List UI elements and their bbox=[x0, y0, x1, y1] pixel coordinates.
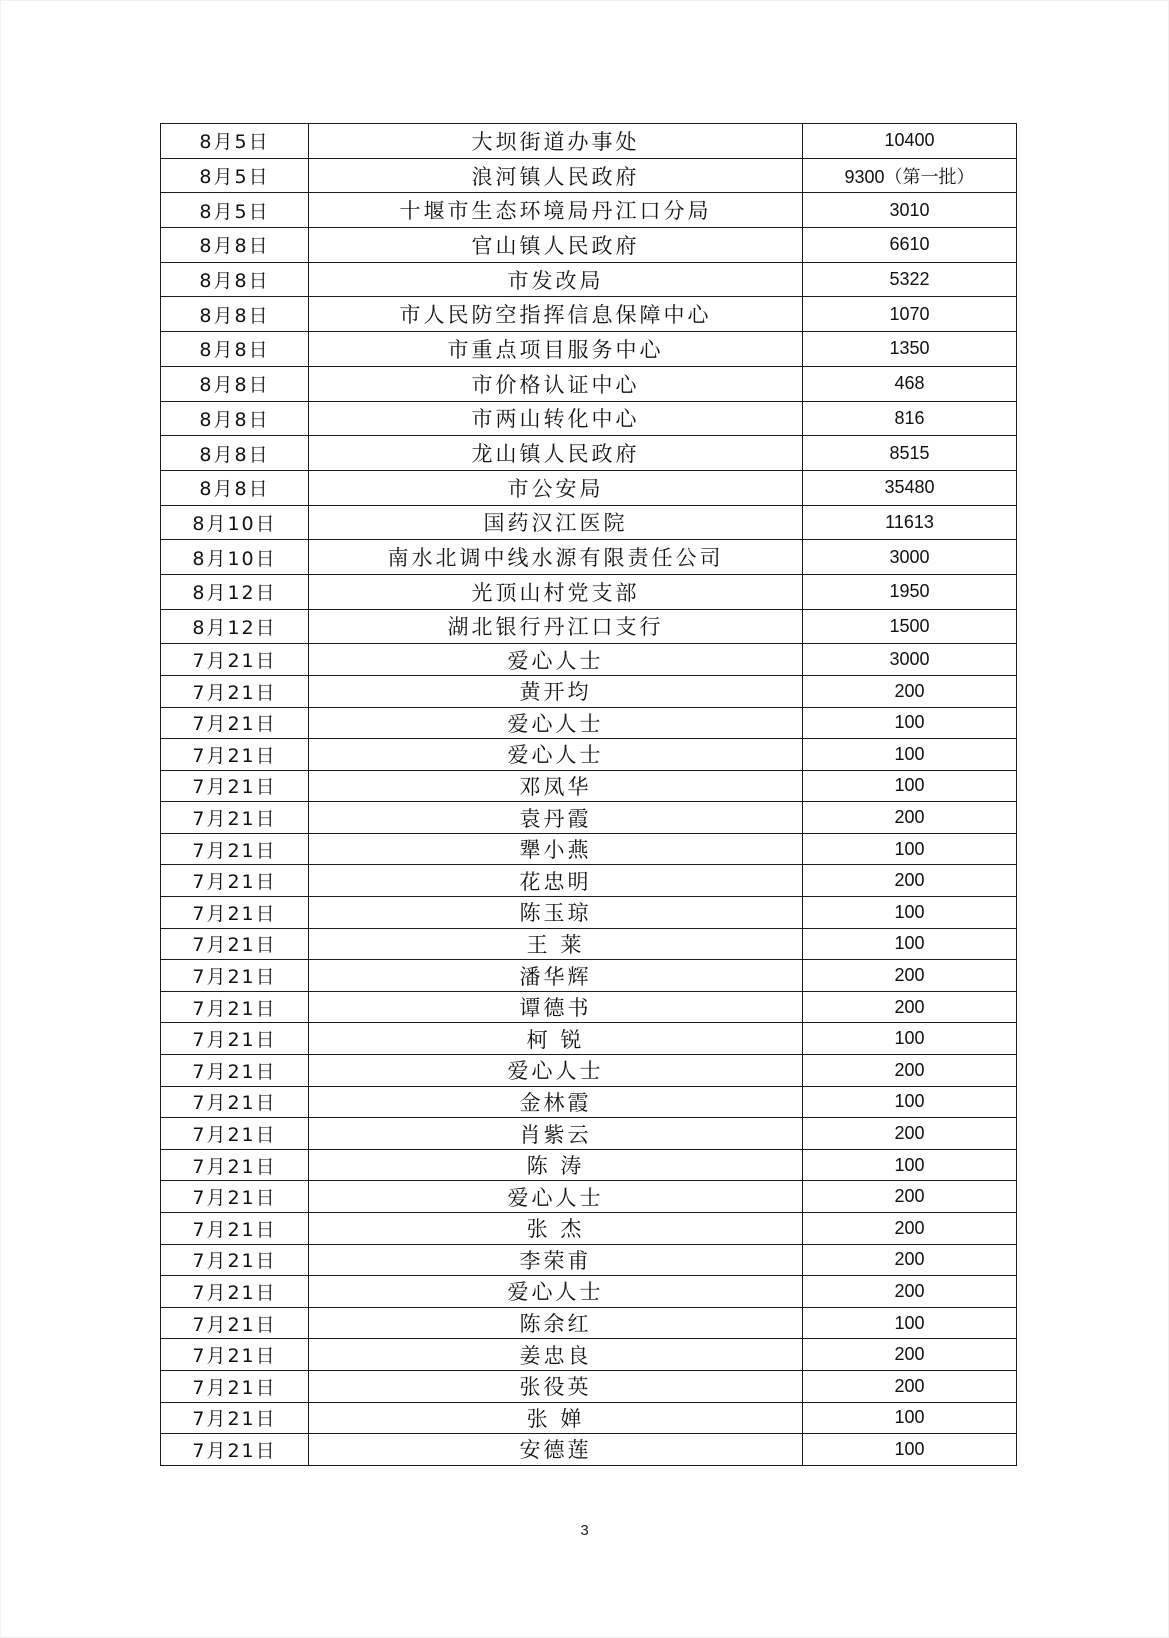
donor-name-cell: 光顶山村党支部 bbox=[309, 574, 803, 609]
table-row bbox=[161, 1307, 1017, 1339]
table-row bbox=[161, 609, 1017, 644]
table-row bbox=[161, 366, 1017, 401]
date-cell: 7月21日 bbox=[161, 1307, 309, 1339]
amount-cell: 35480 bbox=[803, 470, 1017, 505]
date-cell: 7月21日 bbox=[161, 770, 309, 802]
amount-cell: 200 bbox=[803, 1370, 1017, 1402]
date-cell: 7月21日 bbox=[161, 960, 309, 992]
donor-name-cell: 邓凤华 bbox=[309, 770, 803, 802]
date-cell: 7月21日 bbox=[161, 1118, 309, 1150]
table-row bbox=[161, 991, 1017, 1023]
date-cell: 7月21日 bbox=[161, 802, 309, 834]
date-cell: 8月10日 bbox=[161, 540, 309, 575]
amount-cell: 200 bbox=[803, 1213, 1017, 1245]
date-cell: 8月12日 bbox=[161, 609, 309, 644]
date-cell: 7月21日 bbox=[161, 1086, 309, 1118]
amount-cell: 100 bbox=[803, 833, 1017, 865]
donation-table-body bbox=[161, 124, 1017, 1466]
donor-name-cell: 黄开均 bbox=[309, 675, 803, 707]
amount-cell: 100 bbox=[803, 1402, 1017, 1434]
donor-name-cell: 市发改局 bbox=[309, 262, 803, 297]
donor-name-cell: 市两山转化中心 bbox=[309, 401, 803, 436]
donor-name-cell: 肖紫云 bbox=[309, 1118, 803, 1150]
date-cell: 7月21日 bbox=[161, 897, 309, 929]
donor-name-cell: 龙山镇人民政府 bbox=[309, 436, 803, 471]
amount-cell: 100 bbox=[803, 1086, 1017, 1118]
date-cell: 7月21日 bbox=[161, 1434, 309, 1466]
amount-cell: 11613 bbox=[803, 505, 1017, 540]
donor-name-cell: 爱心人士 bbox=[309, 707, 803, 739]
date-cell: 7月21日 bbox=[161, 1181, 309, 1213]
table-row bbox=[161, 1055, 1017, 1087]
table-row bbox=[161, 707, 1017, 739]
date-cell: 8月8日 bbox=[161, 436, 309, 471]
date-cell: 7月21日 bbox=[161, 675, 309, 707]
table-row bbox=[161, 675, 1017, 707]
amount-cell: 1350 bbox=[803, 332, 1017, 367]
amount-cell: 3000 bbox=[803, 644, 1017, 676]
date-cell: 7月21日 bbox=[161, 707, 309, 739]
table-row bbox=[161, 833, 1017, 865]
amount-cell: 200 bbox=[803, 1055, 1017, 1087]
date-cell: 8月5日 bbox=[161, 158, 309, 193]
date-cell: 7月21日 bbox=[161, 991, 309, 1023]
table-row bbox=[161, 739, 1017, 771]
date-cell: 8月5日 bbox=[161, 124, 309, 159]
amount-cell: 100 bbox=[803, 739, 1017, 771]
date-cell: 8月12日 bbox=[161, 574, 309, 609]
donor-name-cell: 安德莲 bbox=[309, 1434, 803, 1466]
donor-name-cell: 犟小燕 bbox=[309, 833, 803, 865]
donor-name-cell: 国药汉江医院 bbox=[309, 505, 803, 540]
donor-name-cell: 湖北银行丹江口支行 bbox=[309, 609, 803, 644]
donor-name-cell: 陈余红 bbox=[309, 1307, 803, 1339]
date-cell: 7月21日 bbox=[161, 1023, 309, 1055]
amount-cell: 468 bbox=[803, 366, 1017, 401]
amount-cell: 100 bbox=[803, 1434, 1017, 1466]
amount-cell: 200 bbox=[803, 960, 1017, 992]
donor-name-cell: 十堰市生态环境局丹江口分局 bbox=[309, 193, 803, 228]
table-row bbox=[161, 193, 1017, 228]
table-row bbox=[161, 1118, 1017, 1150]
date-cell: 8月8日 bbox=[161, 332, 309, 367]
donor-name-cell: 花忠明 bbox=[309, 865, 803, 897]
donor-name-cell: 市公安局 bbox=[309, 470, 803, 505]
amount-cell: 200 bbox=[803, 1181, 1017, 1213]
date-cell: 7月21日 bbox=[161, 1149, 309, 1181]
page-number: 3 bbox=[580, 1522, 589, 1539]
donor-name-cell: 市人民防空指挥信息保障中心 bbox=[309, 297, 803, 332]
donor-name-cell: 王 莱 bbox=[309, 928, 803, 960]
amount-cell: 8515 bbox=[803, 436, 1017, 471]
date-cell: 8月8日 bbox=[161, 366, 309, 401]
amount-cell: 200 bbox=[803, 1118, 1017, 1150]
table-row bbox=[161, 865, 1017, 897]
table-row bbox=[161, 158, 1017, 193]
date-cell: 8月8日 bbox=[161, 228, 309, 263]
amount-cell: 200 bbox=[803, 865, 1017, 897]
table-row bbox=[161, 401, 1017, 436]
donor-name-cell: 爱心人士 bbox=[309, 644, 803, 676]
table-row bbox=[161, 897, 1017, 929]
donor-name-cell: 张役英 bbox=[309, 1370, 803, 1402]
date-cell: 7月21日 bbox=[161, 1339, 309, 1371]
amount-cell: 1950 bbox=[803, 574, 1017, 609]
date-cell: 8月8日 bbox=[161, 401, 309, 436]
donor-name-cell: 爱心人士 bbox=[309, 1055, 803, 1087]
amount-cell: 1500 bbox=[803, 609, 1017, 644]
amount-cell: 100 bbox=[803, 1307, 1017, 1339]
table-row bbox=[161, 1023, 1017, 1055]
amount-cell: 10400 bbox=[803, 124, 1017, 159]
table-row bbox=[161, 1434, 1017, 1466]
table-row bbox=[161, 1276, 1017, 1308]
table-row bbox=[161, 124, 1017, 159]
table-row bbox=[161, 1370, 1017, 1402]
donor-name-cell: 张 杰 bbox=[309, 1213, 803, 1245]
donor-name-cell: 谭德书 bbox=[309, 991, 803, 1023]
table-row bbox=[161, 1339, 1017, 1371]
amount-cell: 5322 bbox=[803, 262, 1017, 297]
table-row bbox=[161, 1181, 1017, 1213]
date-cell: 7月21日 bbox=[161, 644, 309, 676]
donor-name-cell: 爱心人士 bbox=[309, 739, 803, 771]
table-row bbox=[161, 505, 1017, 540]
donor-name-cell: 大坝街道办事处 bbox=[309, 124, 803, 159]
amount-cell: 3000 bbox=[803, 540, 1017, 575]
table-row bbox=[161, 332, 1017, 367]
donor-name-cell: 张 婵 bbox=[309, 1402, 803, 1434]
donor-name-cell: 李荣甫 bbox=[309, 1244, 803, 1276]
table-row bbox=[161, 1213, 1017, 1245]
table-row bbox=[161, 1402, 1017, 1434]
table-row bbox=[161, 436, 1017, 471]
amount-cell: 200 bbox=[803, 1276, 1017, 1308]
donor-name-cell: 姜忠良 bbox=[309, 1339, 803, 1371]
amount-cell: 200 bbox=[803, 675, 1017, 707]
donor-name-cell: 浪河镇人民政府 bbox=[309, 158, 803, 193]
amount-cell: 100 bbox=[803, 1149, 1017, 1181]
table-row bbox=[161, 540, 1017, 575]
amount-cell: 100 bbox=[803, 928, 1017, 960]
donor-name-cell: 潘华辉 bbox=[309, 960, 803, 992]
date-cell: 8月8日 bbox=[161, 470, 309, 505]
amount-cell: 1070 bbox=[803, 297, 1017, 332]
donor-name-cell: 陈 涛 bbox=[309, 1149, 803, 1181]
amount-cell: 9300（第一批） bbox=[803, 158, 1017, 193]
table-row bbox=[161, 297, 1017, 332]
amount-cell: 200 bbox=[803, 802, 1017, 834]
amount-cell: 3010 bbox=[803, 193, 1017, 228]
amount-cell: 200 bbox=[803, 1244, 1017, 1276]
donor-name-cell: 爱心人士 bbox=[309, 1181, 803, 1213]
date-cell: 7月21日 bbox=[161, 1213, 309, 1245]
donor-name-cell: 袁丹霞 bbox=[309, 802, 803, 834]
date-cell: 7月21日 bbox=[161, 865, 309, 897]
donor-name-cell: 金林霞 bbox=[309, 1086, 803, 1118]
amount-cell: 100 bbox=[803, 897, 1017, 929]
donor-name-cell: 陈玉琼 bbox=[309, 897, 803, 929]
donation-table bbox=[160, 123, 1017, 1466]
date-cell: 7月21日 bbox=[161, 1370, 309, 1402]
donor-name-cell: 市价格认证中心 bbox=[309, 366, 803, 401]
date-cell: 8月8日 bbox=[161, 262, 309, 297]
amount-cell: 200 bbox=[803, 991, 1017, 1023]
table-row bbox=[161, 802, 1017, 834]
amount-cell: 100 bbox=[803, 770, 1017, 802]
amount-cell: 200 bbox=[803, 1339, 1017, 1371]
date-cell: 7月21日 bbox=[161, 833, 309, 865]
date-cell: 7月21日 bbox=[161, 1244, 309, 1276]
date-cell: 8月10日 bbox=[161, 505, 309, 540]
table-row bbox=[161, 644, 1017, 676]
amount-cell: 6610 bbox=[803, 228, 1017, 263]
donor-name-cell: 市重点项目服务中心 bbox=[309, 332, 803, 367]
table-row bbox=[161, 1149, 1017, 1181]
date-cell: 7月21日 bbox=[161, 928, 309, 960]
donor-name-cell: 官山镇人民政府 bbox=[309, 228, 803, 263]
table-row bbox=[161, 470, 1017, 505]
table-row bbox=[161, 228, 1017, 263]
table-row bbox=[161, 960, 1017, 992]
date-cell: 7月21日 bbox=[161, 1276, 309, 1308]
table-row bbox=[161, 928, 1017, 960]
date-cell: 8月8日 bbox=[161, 297, 309, 332]
donor-name-cell: 爱心人士 bbox=[309, 1276, 803, 1308]
table-row bbox=[161, 262, 1017, 297]
table-row bbox=[161, 1086, 1017, 1118]
date-cell: 7月21日 bbox=[161, 1055, 309, 1087]
donor-name-cell: 柯 锐 bbox=[309, 1023, 803, 1055]
date-cell: 7月21日 bbox=[161, 1402, 309, 1434]
donor-name-cell: 南水北调中线水源有限责任公司 bbox=[309, 540, 803, 575]
date-cell: 8月5日 bbox=[161, 193, 309, 228]
table-row bbox=[161, 574, 1017, 609]
amount-cell: 100 bbox=[803, 1023, 1017, 1055]
date-cell: 7月21日 bbox=[161, 739, 309, 771]
table-row bbox=[161, 770, 1017, 802]
amount-cell: 816 bbox=[803, 401, 1017, 436]
amount-cell: 100 bbox=[803, 707, 1017, 739]
table-row bbox=[161, 1244, 1017, 1276]
